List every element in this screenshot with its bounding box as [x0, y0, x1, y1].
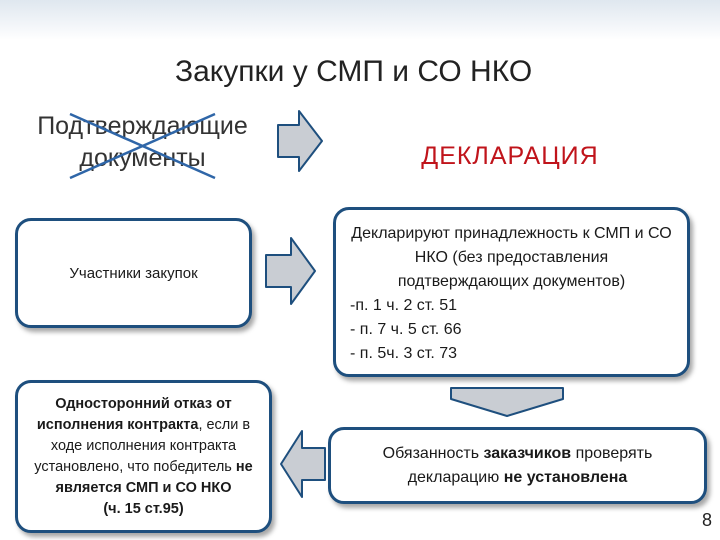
declare-box: [333, 207, 690, 377]
duty-text: [341, 442, 694, 490]
arrow-right-icon: [263, 235, 318, 307]
arrow-down-icon: [448, 385, 566, 419]
refusal-box: [15, 380, 272, 533]
arrow-right-icon: [275, 108, 325, 174]
refusal-ref: (ч. 15 ст.95): [103, 500, 184, 517]
declare-intro: Декларируют принадлежность к СМП и СО НКО (без предоставления подтверждающих документов): [351, 225, 672, 290]
arrow-left-icon: [278, 428, 328, 500]
declaration-heading: ДЕКЛАРАЦИЯ: [421, 142, 599, 170]
duty-box: [328, 427, 707, 504]
header-band: [0, 0, 720, 40]
strike-cross-icon: [20, 110, 265, 180]
page-number: 8: [701, 510, 712, 530]
duty-part-1: Обязанность: [382, 444, 484, 462]
struck-documents: [20, 110, 265, 180]
duty-bold-1: заказчиков: [483, 444, 572, 462]
duty-part-2: проверять декларацию: [407, 444, 653, 486]
declare-ref-1: -п. 1 ч. 2 ст. 51: [350, 297, 458, 314]
refusal-normal-1: , если в ходе исполнения контракта установлено, что победитель: [34, 416, 251, 475]
refusal-bold-1: Односторонний отказ от исполнения контракта: [36, 395, 232, 433]
duty-bold-2: не установлена: [503, 468, 628, 486]
slide-title: Закупки у СМП и СО НКО: [175, 55, 533, 88]
refusal-text: [24, 394, 263, 520]
participants-label: Участники закупок: [69, 264, 198, 282]
declare-refs: [350, 294, 673, 366]
refusal-bold-2: не является СМП и СО НКО: [55, 458, 253, 496]
participants-box: [15, 218, 252, 328]
declare-ref-2: - п. 7 ч. 5 ст. 66: [350, 321, 462, 338]
struck-line-2: документы: [79, 144, 206, 172]
declare-ref-3: - п. 5ч. 3 ст. 73: [350, 345, 458, 362]
struck-line-1: Подтверждающие: [37, 112, 248, 140]
